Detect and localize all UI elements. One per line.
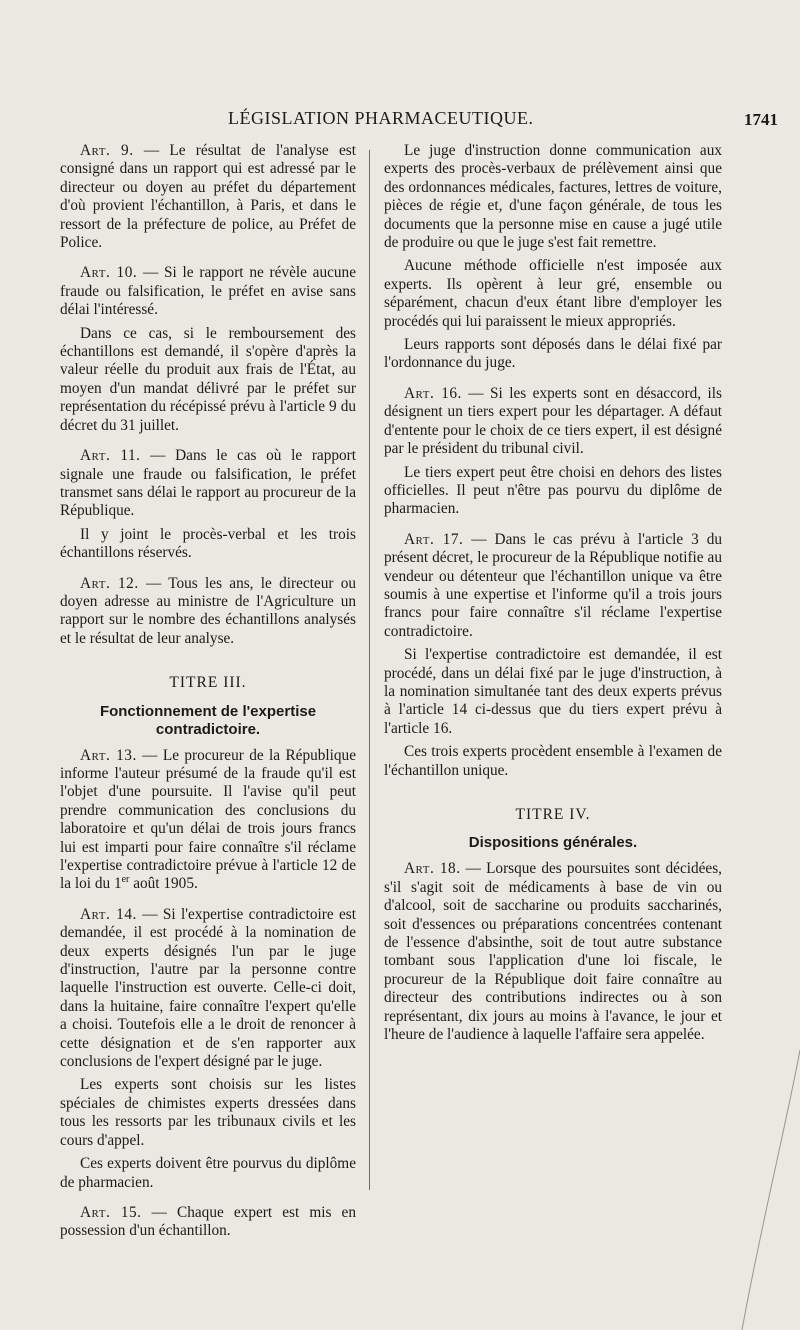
article-11 bbox=[60, 447, 356, 521]
article-15-paragraph: Aucune méthode officielle n'est imposée aux experts. Ils opèrent à leur gré, ensemble ou séparément, chacun d'eux étant libre d'employer les procédés qui lui paraissent le mieux appropriés. bbox=[384, 257, 722, 330]
article-label: Art. 9. bbox=[80, 142, 134, 159]
section-subtitle-4: Dispositions générales. bbox=[468, 834, 638, 852]
article-16 bbox=[384, 385, 722, 459]
article-text: — Si l'expertise contradictoire est demandée, il est procédé à la nomination de deux experts désignés l'un par le juge d'instruction, l'autre par la personne contre laquelle l'instruction est ouverte. Celle-ci doit, dans la huitaine, faire connaître l'expert qu'elle a choisi. Toutefois elle a le droit de renoncer à cette désignation et de s'en rapporter aux conclusions de l'expert désigné par le juge. bbox=[60, 905, 357, 1071]
section-title-4: TITRE IV. bbox=[515, 806, 591, 823]
article-label: Art. 16. bbox=[404, 384, 462, 402]
article-label: Art. 17. bbox=[404, 530, 464, 548]
article-label: Art. 11. bbox=[80, 447, 141, 465]
article-label: Art. 12. bbox=[80, 574, 139, 592]
running-head bbox=[0, 108, 800, 132]
right-column bbox=[384, 142, 722, 1049]
article-17 bbox=[384, 531, 722, 641]
article-text: — Lorsque des poursuites sont décidées, s'il s'agit soit de médicaments à base de vin ou d'alcool, soit de saccharine ou produits saccharinés, soit d'essences ou préparations concentrées contenant de l'essence d'absinthe, soit de tout autre substance tombant sous l'application d'une loi fiscale, le procureur de la République doit faire connaître au directeur des contributions indirectes ou à son représentant, dix jours au moins à l'avance, le jour et l'heure de l'audience à laquelle l'affaire sera appelée. bbox=[384, 860, 723, 1044]
article-14 bbox=[60, 906, 356, 1072]
article-label: Art. 14. bbox=[80, 905, 137, 923]
column-divider bbox=[369, 150, 370, 1190]
article-11-paragraph: Il y joint le procès-verbal et les trois échantillons réservés. bbox=[60, 525, 356, 562]
article-17-paragraph: Si l'expertise contradictoire est demandée, il est procédé, dans un délai fixé par le juge d'instruction, à la nomination simultanée tant des deux experts prévus à l'article 14 ci-dessus que du tiers expert prévu à l'article 16. bbox=[384, 646, 722, 737]
article-10-paragraph: Dans ce cas, si le remboursement des échantillons est demandé, il s'opère d'après la valeur réelle du produit aux frais de l'État, au moyen d'un mandat délivré par le préfet sur représentation du récépissé prévu à l'article 9 du décret du 31 juillet. bbox=[60, 324, 356, 434]
running-title: LÉGISLATION PHARMACEUTIQUE. bbox=[228, 108, 534, 128]
article-9 bbox=[60, 142, 356, 252]
article-10 bbox=[60, 264, 356, 319]
article-text: — Tous les ans, le directeur ou doyen adresse au ministre de l'Agriculture un rapport sur le nombre des échantillons analysés et le résultat de leur analyse. bbox=[60, 574, 357, 647]
article-15 bbox=[60, 1204, 356, 1241]
article-label: Art. 18. bbox=[404, 860, 461, 878]
article-14-paragraph: Les experts sont choisis sur les listes spéciales de chimistes experts dressées dans tous les ressorts par les tribunaux civils et les cours d'appel. bbox=[60, 1076, 356, 1149]
article-16-paragraph: Le tiers expert peut être choisi en dehors des listes officielles. Il peut n'être pas pourvu du diplôme de pharmacien. bbox=[384, 463, 722, 518]
article-15-paragraph: Le juge d'instruction donne communication aux experts des procès-verbaux de prélèvement ainsi que des ordonnances médicales, factures, lettres de voiture, pièces de régie et, d'une façon générale, de tous les documents que la personne mise en cause a jugé utile de produire ou que le juge s'est fait remettre. bbox=[384, 142, 722, 252]
article-17-paragraph: Ces trois experts procèdent ensemble à l'examen de l'échantillon unique. bbox=[384, 743, 722, 779]
article-text: — Dans le cas prévu à l'article 3 du présent décret, le procureur de la République notifie au vendeur ou détenteur que l'échantillon unique va être soumis à une expertise et l'informe qu'il a trois jours francs pour faire connaître s'il réclame l'expertise contradictoire. bbox=[384, 530, 722, 640]
article-15-paragraph: Leurs rapports sont déposés dans le délai fixé par l'ordonnance du juge. bbox=[384, 336, 722, 372]
article-12 bbox=[60, 575, 356, 649]
article-text: — Le procureur de la République informe l'auteur présumé de la fraude qu'il est l'objet d'une poursuite. Il l'avise qu'il peut prendre communication des conclusions du laboratoire et qu'un délai de trois jours francs lui est imparti pour faire connaître s'il réclame l'expertise contradictoire prévue à l'article 12 de la loi du 1 bbox=[60, 746, 356, 893]
superscript: er bbox=[121, 874, 130, 886]
page-number: 1741 bbox=[744, 110, 778, 129]
left-column bbox=[60, 142, 356, 1246]
section-title-3: TITRE III. bbox=[169, 674, 247, 692]
article-text: — Si le rapport ne révèle aucune fraude ou falsification, le préfet en avise sans délai l'intéressé. bbox=[60, 264, 356, 319]
article-18 bbox=[384, 860, 722, 1044]
article-14-paragraph: Ces experts doivent être pourvus du diplôme de pharmacien. bbox=[60, 1155, 356, 1191]
section-subtitle-3: Fonctionnement de l'expertise contradictoire. bbox=[99, 702, 317, 738]
article-text-tail: août 1905. bbox=[129, 875, 198, 893]
scan-artifact-line bbox=[740, 1050, 800, 1330]
article-text: — Le résultat de l'analyse est consigné dans un rapport qui est adressé par le directeur ou doyen au préfet du département d'où provient l'échantillon, à Paris, et dans le ressort de la préfecture de police, au Préfet de Police. bbox=[60, 142, 356, 252]
article-label: Art. 15. bbox=[80, 1203, 142, 1221]
article-text: — Dans le cas où le rapport signale une fraude ou falsification, le préfet transmet sans délai le rapport au procureur de la République. bbox=[60, 447, 356, 520]
article-13 bbox=[60, 747, 356, 894]
article-text: — Chaque expert est mis en possession d'un échantillon. bbox=[60, 1203, 356, 1240]
article-label: Art. 10. bbox=[80, 264, 138, 282]
article-label: Art. 13. bbox=[80, 746, 137, 764]
article-text: — Si les experts sont en désaccord, ils désignent un tiers expert pour les départager. A défaut d'entente pour le choix de ce tiers expert, il est désigné par le président du tribunal civil. bbox=[384, 384, 722, 458]
